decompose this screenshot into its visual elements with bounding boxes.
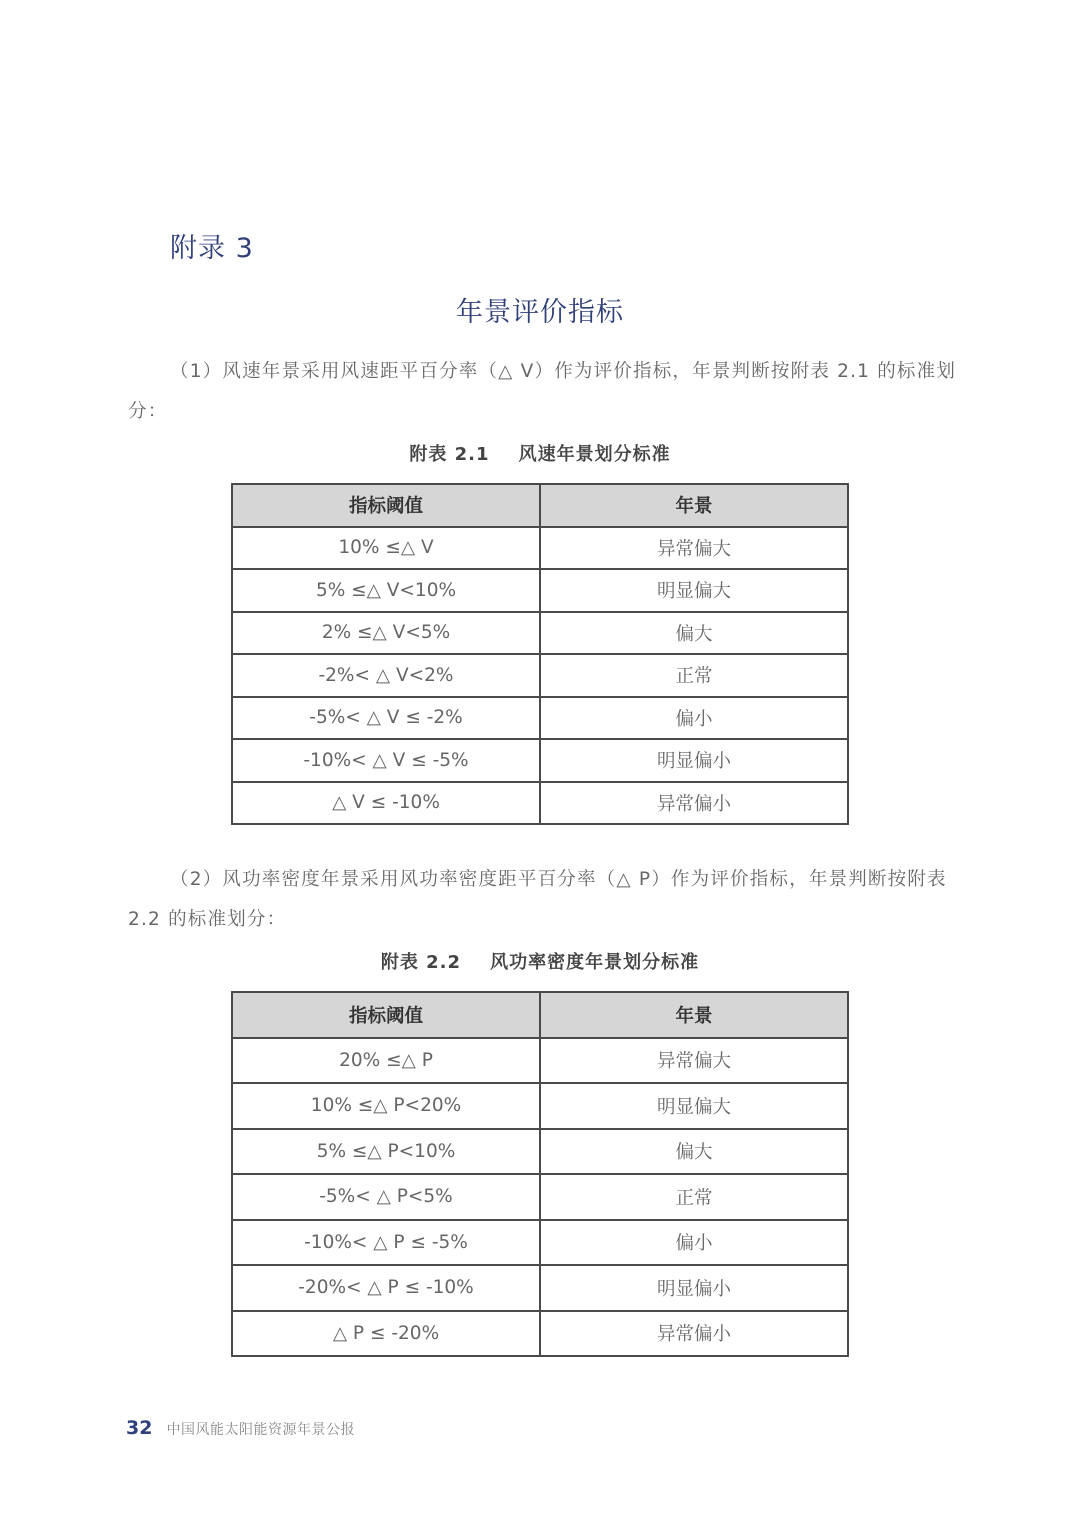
category-cell: 异常偏小 [540, 1311, 848, 1357]
table-row [232, 739, 848, 782]
threshold-cell: 20% ≤△ P [232, 1038, 540, 1084]
header-category: 年景 [540, 484, 848, 527]
page-number: 32 [126, 1417, 153, 1439]
threshold-cell: -20%< △ P ≤ -10% [232, 1265, 540, 1311]
table-header-row [232, 992, 848, 1038]
wind-speed-table [231, 483, 849, 825]
table-caption-2-1: 附表 2.1 风速年景划分标准 [409, 444, 671, 465]
publication-title: 中国风能太阳能资源年景公报 [166, 1422, 355, 1438]
table-row [232, 1265, 848, 1311]
table-caption-2-2: 附表 2.2 风功率密度年景划分标准 [380, 952, 700, 973]
category-cell: 偏大 [540, 1129, 848, 1175]
threshold-cell: 10% ≤△ P<20% [232, 1083, 540, 1129]
header-threshold: 指标阈值 [232, 992, 540, 1038]
threshold-cell: -10%< △ V ≤ -5% [232, 739, 540, 782]
category-cell: 偏小 [540, 1220, 848, 1266]
table-row [232, 569, 848, 612]
threshold-cell: 5% ≤△ P<10% [232, 1129, 540, 1175]
threshold-cell: -5%< △ V ≤ -2% [232, 697, 540, 740]
threshold-cell: -10%< △ P ≤ -5% [232, 1220, 540, 1266]
page-title: 年景评价指标 [456, 297, 624, 328]
table-row [232, 782, 848, 825]
table-row [232, 1083, 848, 1129]
category-cell: 异常偏大 [540, 1038, 848, 1084]
threshold-cell: 5% ≤△ V<10% [232, 569, 540, 612]
threshold-cell: 2% ≤△ V<5% [232, 612, 540, 655]
header-category: 年景 [540, 992, 848, 1038]
appendix-label: 附录 3 [170, 233, 254, 264]
threshold-cell: △ V ≤ -10% [232, 782, 540, 825]
table-row [232, 654, 848, 697]
table-row [232, 1129, 848, 1175]
category-cell: 明显偏小 [540, 1265, 848, 1311]
category-cell: 正常 [540, 1174, 848, 1220]
table-row [232, 1220, 848, 1266]
header-threshold: 指标阈值 [232, 484, 540, 527]
category-cell: 正常 [540, 654, 848, 697]
wind-power-density-table [231, 991, 849, 1357]
table-row [232, 527, 848, 570]
table-row [232, 1174, 848, 1220]
table-row [232, 1311, 848, 1357]
table-row [232, 1038, 848, 1084]
threshold-cell: △ P ≤ -20% [232, 1311, 540, 1357]
category-cell: 偏大 [540, 612, 848, 655]
category-cell: 明显偏大 [540, 569, 848, 612]
table-header-row [232, 484, 848, 527]
threshold-cell: -2%< △ V<2% [232, 654, 540, 697]
threshold-cell: 10% ≤△ V [232, 527, 540, 570]
table-row [232, 697, 848, 740]
category-cell: 明显偏小 [540, 739, 848, 782]
category-cell: 异常偏小 [540, 782, 848, 825]
category-cell: 异常偏大 [540, 527, 848, 570]
category-cell: 偏小 [540, 697, 848, 740]
threshold-cell: -5%< △ P<5% [232, 1174, 540, 1220]
paragraph-wind-power-density: （2）风功率密度年景采用风功率密度距平百分率（△ P）作为评价指标，年景判断按附表 2.2 的标准划分： [128, 869, 947, 930]
page-footer [126, 1417, 355, 1439]
paragraph-wind-speed: （1）风速年景采用风速距平百分率（△ V）作为评价指标，年景判断按附表 2.1 的标准划分： [128, 361, 957, 422]
table-row [232, 612, 848, 655]
category-cell: 明显偏大 [540, 1083, 848, 1129]
